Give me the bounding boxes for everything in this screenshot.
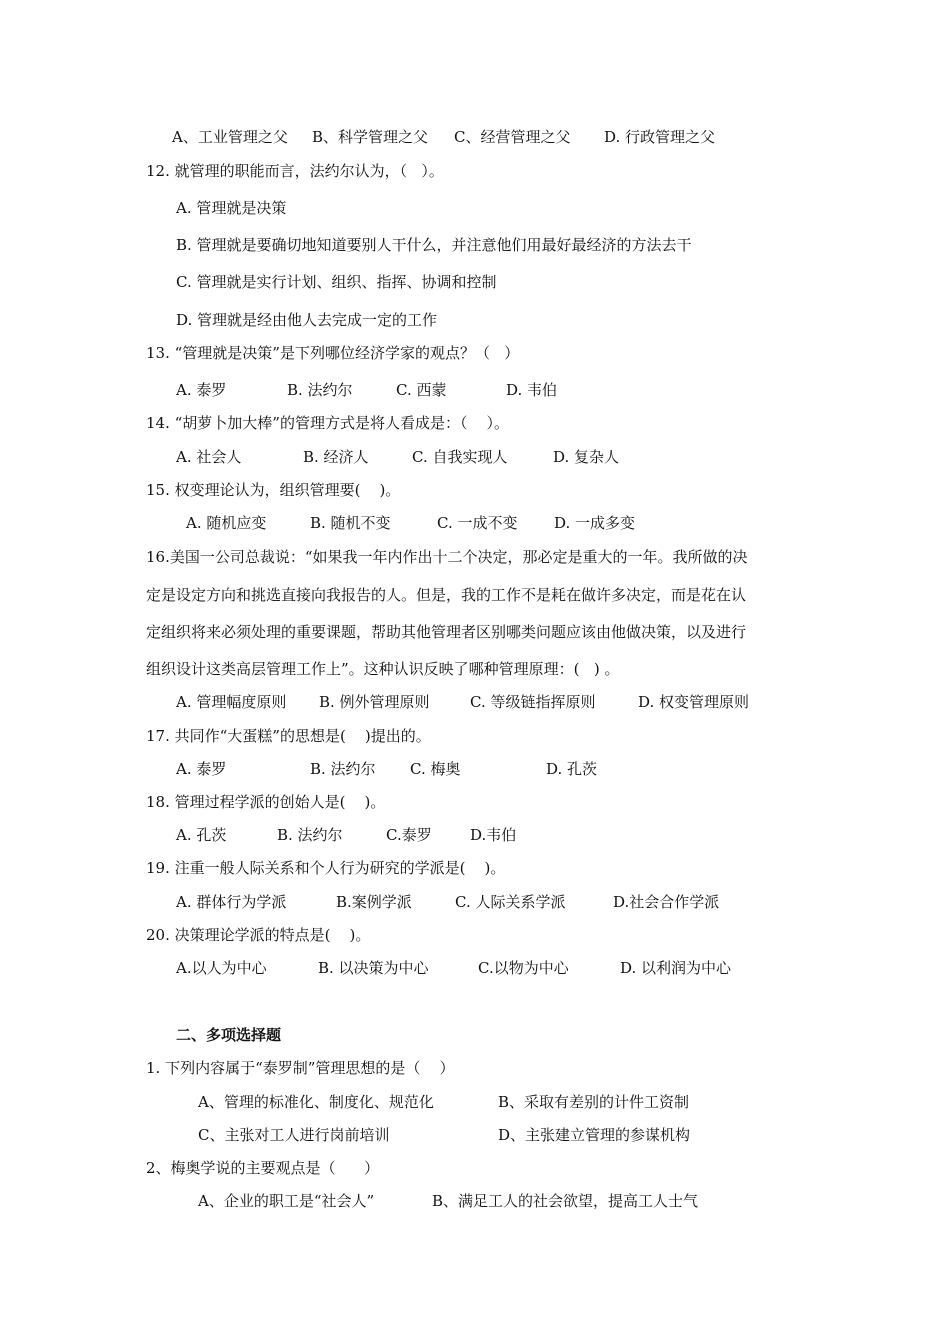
q17-option-b: B. 法约尔	[310, 760, 376, 778]
q15-option-c: C. 一成不变	[437, 514, 518, 532]
q16-line-1: 16.美国一公司总裁说：“如果我一年内作出十二个决定，那必定是重大的一年。我所做的决	[146, 548, 748, 566]
m1-option-b: B、采取有差别的计件工资制	[498, 1093, 690, 1111]
q16-option-a: A. 管理幅度原则	[176, 693, 287, 711]
q12-stem: 12. 就管理的职能而言，法约尔认为，（ ）。	[146, 162, 444, 180]
m1-option-a: A、管理的标准化、制度化、规范化	[198, 1093, 434, 1111]
q16-line-4: 组织设计这类高层管理工作上”。这种认识反映了哪种管理原理：( ) 。	[146, 660, 620, 678]
q16-option-d: D. 权变管理原则	[638, 693, 750, 711]
m2-option-a: A、企业的职工是“社会人”	[198, 1192, 375, 1210]
q19-stem: 19. 注重一般人际关系和个人行为研究的学派是( )。	[146, 859, 506, 877]
q19-option-c: C. 人际关系学派	[455, 893, 566, 911]
m1-option-d: D、主张建立管理的参谋机构	[498, 1126, 691, 1144]
q11-option-c: C、经营管理之父	[454, 128, 571, 146]
q18-option-d: D.韦伯	[470, 826, 517, 844]
q11-option-a: A、工业管理之父	[172, 128, 288, 146]
q20-option-a: A.以人为中心	[176, 959, 267, 977]
q20-option-c: C.以物为中心	[478, 959, 569, 977]
q19-option-b: B.案例学派	[336, 893, 412, 911]
q15-option-d: D. 一成多变	[554, 514, 636, 532]
q14-option-b: B. 经济人	[303, 448, 369, 466]
q13-option-a: A. 泰罗	[176, 381, 227, 399]
q11-option-b: B、科学管理之父	[312, 128, 429, 146]
q17-option-a: A. 泰罗	[176, 760, 227, 778]
q13-option-c: C. 西蒙	[396, 381, 447, 399]
q16-option-b: B. 例外管理原则	[319, 693, 430, 711]
q12-option-c: C. 管理就是实行计划、组织、指挥、协调和控制	[176, 273, 497, 291]
q17-stem: 17. 共同作“大蛋糕”的思想是( )提出的。	[146, 727, 431, 745]
q20-stem: 20. 决策理论学派的特点是( )。	[146, 926, 371, 944]
q20-option-d: D. 以利润为中心	[620, 959, 732, 977]
q18-option-b: B. 法约尔	[277, 826, 343, 844]
q11-option-d: D. 行政管理之父	[604, 128, 716, 146]
q14-option-c: C. 自我实现人	[412, 448, 508, 466]
q13-option-b: B. 法约尔	[287, 381, 353, 399]
q17-option-c: C. 梅奥	[410, 760, 461, 778]
q12-option-a: A. 管理就是决策	[176, 199, 287, 217]
q14-option-a: A. 社会人	[176, 448, 242, 466]
m1-option-c: C、主张对工人进行岗前培训	[198, 1126, 390, 1144]
q13-stem: 13. “管理就是决策”是下列哪位经济学家的观点？（ ）	[146, 344, 520, 362]
m1-stem: 1. 下列内容属于“泰罗制”管理思想的是（ ）	[146, 1059, 455, 1077]
q18-stem: 18. 管理过程学派的创始人是( )。	[146, 793, 386, 811]
q18-option-a: A. 孔茨	[176, 826, 227, 844]
q13-option-d: D. 韦伯	[506, 381, 558, 399]
q19-option-a: A. 群体行为学派	[176, 893, 287, 911]
section-title: 二、多项选择题	[176, 1026, 282, 1044]
q16-line-3: 定组织将来必须处理的重要课题，帮助其他管理者区别哪类问题应该由他做决策，以及进行	[146, 623, 747, 641]
m2-option-b: B、满足工人的社会欲望，提高工人士气	[432, 1192, 699, 1210]
q16-option-c: C. 等级链指挥原则	[470, 693, 596, 711]
q18-option-c: C.泰罗	[386, 826, 432, 844]
q12-option-d: D. 管理就是经由他人去完成一定的工作	[176, 311, 438, 329]
q20-option-b: B. 以决策为中心	[318, 959, 429, 977]
q15-stem: 15. 权变理论认为，组织管理要( )。	[146, 481, 401, 499]
q14-option-d: D. 复杂人	[553, 448, 620, 466]
q19-option-d: D.社会合作学派	[613, 893, 720, 911]
q12-option-b: B. 管理就是要确切地知道要别人干什么，并注意他们用最好最经济的方法去干	[176, 236, 692, 254]
q15-option-a: A. 随机应变	[186, 514, 267, 532]
q14-stem: 14. “胡萝卜加大棒”的管理方式是将人看成是：（ ）。	[146, 414, 510, 432]
m2-stem: 2、梅奥学说的主要观点是（ ）	[146, 1159, 380, 1177]
q15-option-b: B. 随机不变	[310, 514, 391, 532]
q16-line-2: 定是设定方向和挑选直接向我报告的人。但是，我的工作不是耗在做许多决定，而是花在认	[146, 586, 747, 604]
q17-option-d: D. 孔茨	[546, 760, 598, 778]
